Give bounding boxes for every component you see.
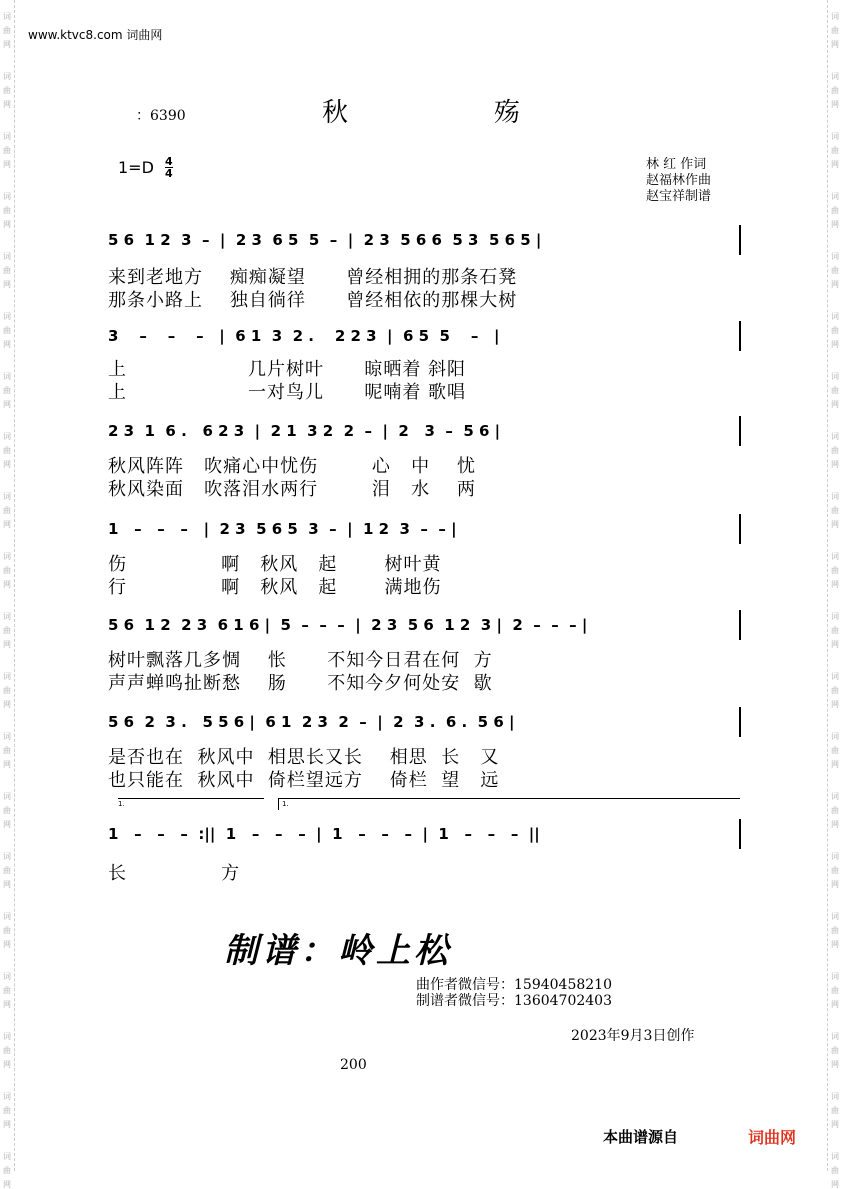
watermark-glyph: 词: [3, 492, 11, 501]
watermark-glyph: 词: [3, 552, 11, 561]
watermark-glyph: 曲: [831, 446, 839, 455]
lyric-line-verse-1: 秋风阵阵 吹痛心中忧伤 心 中 忧: [108, 456, 476, 477]
watermark-glyph: 词: [831, 732, 839, 741]
watermark-glyph: 网: [3, 340, 11, 349]
watermark-glyph: 词: [3, 852, 11, 861]
watermark-glyph: 曲: [3, 386, 11, 395]
watermark-glyph: 网: [831, 340, 839, 349]
watermark-glyph: 曲: [3, 566, 11, 575]
watermark-glyph: 网: [3, 700, 11, 709]
watermark-glyph: 曲: [3, 446, 11, 455]
watermark-glyph: 网: [831, 220, 839, 229]
watermark-glyph: 曲: [3, 206, 11, 215]
watermark-glyph: 词: [831, 312, 839, 321]
song-title-char-1: 秋: [322, 98, 353, 128]
notation-line: 1 – – – | 2 3 5 6 5 3 – | 1 2 3 – – |: [108, 520, 457, 538]
lyric-line-verse-1: 伤 啊 秋风 起 树叶黄: [108, 554, 442, 575]
watermark-glyph: 词: [831, 492, 839, 501]
key-signature: 1=D: [118, 158, 154, 177]
watermark-glyph: 曲: [831, 566, 839, 575]
arranger-wechat: 制谱者微信号：13604702403: [416, 993, 612, 1009]
watermark-glyph: 词: [831, 252, 839, 261]
watermark-glyph: 词: [3, 1032, 11, 1041]
watermark-glyph: 词: [831, 132, 839, 141]
watermark-glyph: 曲: [831, 26, 839, 35]
lyric-line-verse-2: 也只能在 秋风中 倚栏望远方 倚栏 望 远: [108, 770, 500, 791]
song-id: ：6390: [136, 108, 186, 124]
watermark-glyph: 词: [831, 612, 839, 621]
watermark-glyph: 曲: [831, 686, 839, 695]
watermark-glyph: 网: [3, 880, 11, 889]
watermark-glyph: 网: [3, 460, 11, 469]
time-signature: 4 4: [165, 155, 173, 180]
watermark-glyph: 曲: [831, 986, 839, 995]
brand-link[interactable]: 词曲网: [748, 1128, 797, 1147]
notation-line: 3 – – – | 6 1 3 2 . 2 2 3 | 6 5 5 – |: [108, 327, 500, 345]
watermark-glyph: 词: [831, 372, 839, 381]
watermark-glyph: 网: [831, 700, 839, 709]
watermark-glyph: 曲: [3, 146, 11, 155]
watermark-glyph: 网: [3, 1180, 11, 1189]
volta-1-bracket: [118, 798, 264, 799]
watermark-glyph: 曲: [831, 806, 839, 815]
watermark-glyph: 词: [831, 852, 839, 861]
watermark-glyph: 词: [3, 312, 11, 321]
watermark-glyph: 曲: [831, 386, 839, 395]
watermark-glyph: 词: [3, 1092, 11, 1101]
bar-line: [739, 321, 741, 351]
watermark-glyph: 网: [831, 400, 839, 409]
watermark-glyph: 词: [3, 132, 11, 141]
watermark-glyph: 曲: [831, 266, 839, 275]
watermark-glyph: 网: [3, 940, 11, 949]
watermark-glyph: 曲: [831, 506, 839, 515]
watermark-glyph: 词: [3, 12, 11, 21]
watermark-glyph: 词: [3, 432, 11, 441]
bar-line: [739, 610, 741, 640]
watermark-glyph: 词: [831, 12, 839, 21]
watermark-glyph: 曲: [3, 326, 11, 335]
watermark-glyph: 网: [3, 640, 11, 649]
watermark-glyph: 网: [3, 160, 11, 169]
watermark-glyph: 网: [831, 520, 839, 529]
watermark-glyph: 曲: [3, 986, 11, 995]
creation-date: 2023年9月3日创作: [571, 1028, 695, 1044]
watermark-glyph: 曲: [3, 506, 11, 515]
watermark-glyph: 曲: [3, 746, 11, 755]
watermark-glyph: 网: [831, 580, 839, 589]
watermark-glyph: 网: [831, 160, 839, 169]
bar-line: [739, 707, 741, 737]
watermark-glyph: 网: [3, 520, 11, 529]
watermark-glyph: 词: [3, 1152, 11, 1161]
watermark-glyph: 词: [3, 912, 11, 921]
watermark-glyph: 词: [831, 72, 839, 81]
watermark-glyph: 词: [831, 972, 839, 981]
arranger-signature: 制谱：岭上松: [224, 931, 452, 971]
watermark-glyph: 曲: [831, 206, 839, 215]
watermark-glyph: 网: [831, 280, 839, 289]
watermark-glyph: 曲: [3, 626, 11, 635]
lyricist: 林 红 作词: [646, 157, 707, 172]
watermark-glyph: 词: [831, 432, 839, 441]
watermark-glyph: 词: [831, 1152, 839, 1161]
bar-line: [739, 416, 741, 446]
notation-line: 5 6 1 2 2 3 6 1 6 | 5 – – – | 2 3 5 6 1 2 3 | 2 – – – |: [108, 616, 588, 634]
watermark-glyph: 网: [831, 1180, 839, 1189]
watermark-glyph: 词: [3, 72, 11, 81]
watermark-glyph: 网: [831, 640, 839, 649]
watermark-glyph: 曲: [3, 926, 11, 935]
site-url[interactable]: www.ktvc8.com 词曲网: [28, 28, 163, 42]
bar-line: [739, 819, 741, 849]
watermark-glyph: 网: [831, 1000, 839, 1009]
watermark-glyph: 网: [3, 400, 11, 409]
watermark-glyph: 网: [831, 880, 839, 889]
volta-1-number: 1.: [118, 800, 125, 808]
watermark-glyph: 曲: [3, 86, 11, 95]
lyric-line-verse-2: 上 一对鸟儿 呢喃着 歌唱: [108, 382, 467, 403]
source-label: 本曲谱源自: [603, 1128, 679, 1146]
watermark-glyph: 曲: [831, 1106, 839, 1115]
watermark-glyph: 词: [3, 672, 11, 681]
watermark-glyph: 网: [3, 280, 11, 289]
watermark-glyph: 网: [831, 40, 839, 49]
volta-2-number: 1.: [282, 800, 289, 808]
watermark-glyph: 网: [3, 100, 11, 109]
watermark-glyph: 曲: [831, 746, 839, 755]
left-watermark-strip: [0, 0, 15, 1189]
page-number: 200: [340, 1057, 367, 1073]
watermark-glyph: 网: [3, 1060, 11, 1069]
watermark-glyph: 词: [3, 612, 11, 621]
watermark-glyph: 词: [3, 372, 11, 381]
watermark-glyph: 网: [831, 820, 839, 829]
lyric-line-verse-2: 那条小路上 独自徜徉 曾经相依的那棵大树: [108, 290, 518, 311]
song-title-char-2: 殇: [494, 98, 525, 128]
watermark-glyph: 词: [3, 972, 11, 981]
volta-2-bracket: [278, 798, 740, 799]
watermark-glyph: 网: [831, 460, 839, 469]
watermark-glyph: 曲: [3, 686, 11, 695]
watermark-glyph: 网: [831, 760, 839, 769]
notation-line: 1 – – – :|| 1 – – – | 1 – – – | 1 – – – ||: [108, 825, 540, 843]
watermark-glyph: 网: [3, 580, 11, 589]
bar-line: [739, 514, 741, 544]
watermark-glyph: 词: [831, 912, 839, 921]
lyric-line-verse-1: 长 方: [108, 863, 241, 884]
watermark-glyph: 网: [831, 1060, 839, 1069]
watermark-glyph: 曲: [831, 866, 839, 875]
watermark-glyph: 网: [3, 1000, 11, 1009]
right-watermark-strip: [827, 0, 842, 1189]
composer: 赵福林作曲: [646, 173, 712, 188]
lyric-line-verse-1: 是否也在 秋风中 相思长又长 相思 长 又: [108, 747, 500, 768]
arranger: 赵宝祥制谱: [646, 189, 712, 204]
watermark-glyph: 词: [3, 792, 11, 801]
notation-line: 2 3 1 6 . 6 2 3 | 2 1 3 2 2 – | 2 3 – 5 6 |: [108, 422, 501, 440]
watermark-glyph: 曲: [831, 1046, 839, 1055]
watermark-glyph: 曲: [831, 926, 839, 935]
watermark-glyph: 词: [831, 552, 839, 561]
watermark-glyph: 曲: [831, 326, 839, 335]
watermark-glyph: 网: [3, 760, 11, 769]
watermark-glyph: 曲: [3, 26, 11, 35]
watermark-glyph: 网: [831, 940, 839, 949]
watermark-glyph: 曲: [3, 1106, 11, 1115]
watermark-glyph: 词: [3, 252, 11, 261]
wechat-info: [416, 977, 612, 1009]
notation-line: 5 6 2 3 . 5 5 6 | 6 1 2 3 2 – | 2 3 . 6 . 5 6 |: [108, 713, 515, 731]
watermark-glyph: 词: [3, 732, 11, 741]
watermark-glyph: 网: [831, 1120, 839, 1129]
watermark-glyph: 词: [831, 1032, 839, 1041]
watermark-glyph: 词: [3, 192, 11, 201]
lyric-line-verse-2: 秋风染面 吹落泪水两行 泪 水 两: [108, 479, 476, 500]
composer-wechat: 曲作者微信号：15940458210: [416, 977, 612, 993]
watermark-glyph: 网: [3, 40, 11, 49]
watermark-glyph: 曲: [831, 146, 839, 155]
credits: [646, 157, 711, 205]
watermark-glyph: 网: [3, 820, 11, 829]
lyric-line-verse-1: 树叶飘落几多惆 怅 不知今日君在何 方: [108, 650, 493, 671]
notation-line: 5 6 1 2 3 – | 2 3 6 5 5 – | 2 3 5 6 6 5 3 5 6 5 |: [108, 231, 542, 249]
watermark-glyph: 网: [3, 1120, 11, 1129]
bar-line: [739, 225, 741, 255]
watermark-glyph: 曲: [831, 1166, 839, 1175]
watermark-glyph: 词: [831, 792, 839, 801]
watermark-glyph: 曲: [3, 1046, 11, 1055]
watermark-glyph: 曲: [3, 866, 11, 875]
watermark-glyph: 曲: [831, 86, 839, 95]
watermark-glyph: 词: [831, 672, 839, 681]
volta-2-hook: [278, 798, 279, 810]
watermark-glyph: 曲: [831, 626, 839, 635]
watermark-glyph: 网: [831, 100, 839, 109]
watermark-glyph: 词: [831, 1092, 839, 1101]
watermark-glyph: 曲: [3, 1166, 11, 1175]
lyric-line-verse-2: 行 啊 秋风 起 满地伤: [108, 577, 442, 598]
watermark-glyph: 曲: [3, 266, 11, 275]
watermark-glyph: 曲: [3, 806, 11, 815]
lyric-line-verse-2: 声声蝉鸣扯断愁 肠 不知今夕何处安 歇: [108, 673, 493, 694]
lyric-line-verse-1: 来到老地方 痴痴凝望 曾经相拥的那条石凳: [108, 267, 518, 288]
watermark-glyph: 词: [831, 192, 839, 201]
watermark-glyph: 网: [3, 220, 11, 229]
lyric-line-verse-1: 上 几片树叶 晾晒着 斜阳: [108, 359, 467, 380]
